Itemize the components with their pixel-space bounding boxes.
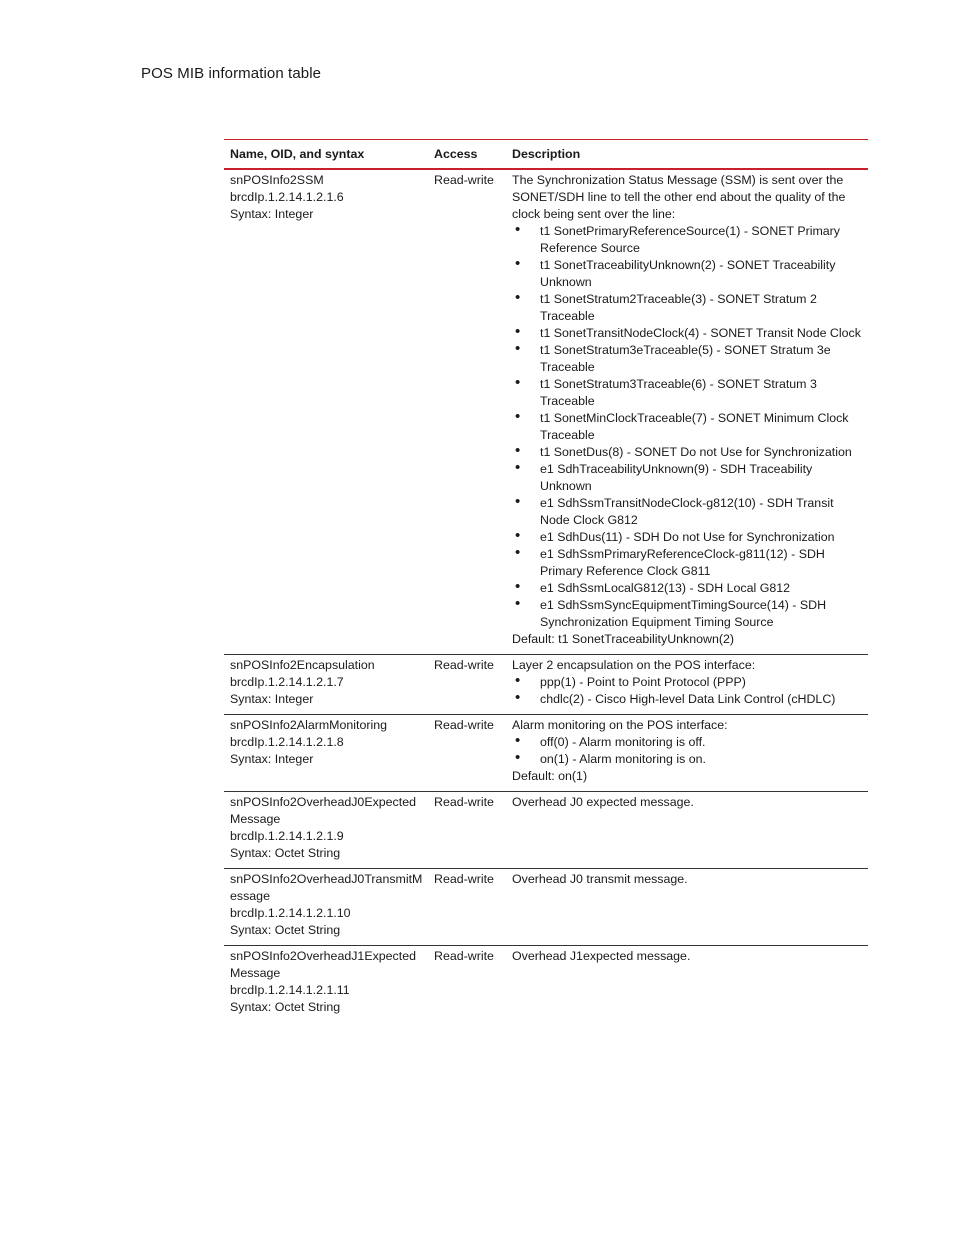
table-row [224, 655, 868, 715]
name-line: brcdIp.1.2.14.1.2.1.8 [230, 735, 344, 749]
list-item: • e1 SdhSsmTransitNodeClock-g812(10) - SDH Transit Node Clock G812 [512, 495, 862, 529]
option-list [512, 223, 862, 631]
table-row [224, 946, 868, 1023]
description-intro: The Synchronization Status Message (SSM) is sent over the SONET/SDH line to tell the other end about the quality of the clock being sent over the line: [512, 173, 846, 221]
list-item: • t1 SonetTransitNodeClock(4) - SONET Transit Node Clock [512, 325, 862, 342]
name-line: Message [230, 966, 281, 980]
cell-access: Read-write [428, 715, 506, 792]
name-line: brcdIp.1.2.14.1.2.1.6 [230, 190, 344, 204]
table-row [224, 169, 868, 655]
name-line: essage [230, 889, 270, 903]
cell-access: Read-write [428, 169, 506, 655]
description-default: Default: t1 SonetTraceabilityUnknown(2) [512, 632, 734, 646]
option-list [512, 734, 862, 768]
name-line: brcdIp.1.2.14.1.2.1.7 [230, 675, 344, 689]
table-row [224, 869, 868, 946]
name-line: brcdIp.1.2.14.1.2.1.11 [230, 983, 350, 997]
cell-description [506, 869, 868, 946]
cell-name-oid-syntax [224, 869, 428, 946]
cell-access: Read-write [428, 655, 506, 715]
list-item: • chdlc(2) - Cisco High-level Data Link Control (cHDLC) [512, 691, 862, 708]
page-header-title: POS MIB information table [141, 65, 322, 82]
table-row [224, 792, 868, 869]
description-intro: Alarm monitoring on the POS interface: [512, 718, 728, 732]
name-line: snPOSInfo2AlarmMonitoring [230, 718, 388, 732]
list-item: • t1 SonetStratum2Traceable(3) - SONET Stratum 2 Traceable [512, 291, 862, 325]
description-intro: Overhead J1expected message. [512, 949, 691, 963]
list-item: • t1 SonetDus(8) - SONET Do not Use for Synchronization [512, 444, 862, 461]
name-line: Syntax: Octet String [230, 923, 341, 937]
list-item: • t1 SonetPrimaryReferenceSource(1) - SONET Primary Reference Source [512, 223, 862, 257]
list-item: • t1 SonetTraceabilityUnknown(2) - SONET Traceability Unknown [512, 257, 862, 291]
cell-description [506, 169, 868, 655]
name-line: brcdIp.1.2.14.1.2.1.9 [230, 829, 344, 843]
cell-description [506, 946, 868, 1023]
list-item: • ppp(1) - Point to Point Protocol (PPP) [512, 674, 862, 691]
cell-name-oid-syntax [224, 655, 428, 715]
list-item: • off(0) - Alarm monitoring is off. [512, 734, 862, 751]
name-line: Syntax: Integer [230, 207, 314, 221]
name-line: snPOSInfo2OverheadJ0Expected [230, 795, 416, 809]
name-line: snPOSInfo2OverheadJ1Expected [230, 949, 416, 963]
name-line: Syntax: Integer [230, 752, 314, 766]
cell-name-oid-syntax [224, 715, 428, 792]
cell-access: Read-write [428, 792, 506, 869]
name-line: Syntax: Octet String [230, 1000, 341, 1014]
cell-name-oid-syntax [224, 169, 428, 655]
name-line: Syntax: Integer [230, 692, 314, 706]
column-header-name: Name, OID, and syntax [224, 140, 428, 170]
list-item: • e1 SdhDus(11) - SDH Do not Use for Synchronization [512, 529, 862, 546]
list-item: • e1 SdhSsmPrimaryReferenceClock-g811(12) - SDH Primary Reference Clock G811 [512, 546, 862, 580]
cell-access: Read-write [434, 949, 494, 963]
list-item: • e1 SdhSsmLocalG812(13) - SDH Local G812 [512, 580, 862, 597]
table-body [224, 169, 868, 1022]
name-line: Syntax: Octet String [230, 846, 341, 860]
name-line: snPOSInfo2SSM [230, 173, 324, 187]
list-item: • t1 SonetStratum3eTraceable(5) - SONET Stratum 3e Traceable [512, 342, 862, 376]
description-default: Default: on(1) [512, 769, 588, 783]
name-line: snPOSInfo2OverheadJ0TransmitM [230, 872, 423, 886]
description-intro: Layer 2 encapsulation on the POS interface: [512, 658, 756, 672]
name-line: brcdIp.1.2.14.1.2.1.10 [230, 906, 351, 920]
cell-description [506, 655, 868, 715]
list-item: • e1 SdhTraceabilityUnknown(9) - SDH Traceability Unknown [512, 461, 862, 495]
pos-mib-table [224, 139, 868, 1022]
option-list [512, 674, 862, 708]
description-intro: Overhead J0 transmit message. [512, 872, 688, 886]
cell-description [506, 792, 868, 869]
name-line: snPOSInfo2Encapsulation [230, 658, 375, 672]
list-item: • t1 SonetMinClockTraceable(7) - SONET Minimum Clock Traceable [512, 410, 862, 444]
cell-description [506, 715, 868, 792]
table-header-row [224, 140, 868, 170]
name-line: Message [230, 812, 281, 826]
column-header-access: Access [428, 140, 506, 170]
list-item: • on(1) - Alarm monitoring is on. [512, 751, 862, 768]
list-item: • t1 SonetStratum3Traceable(6) - SONET Stratum 3 Traceable [512, 376, 862, 410]
table-row [224, 715, 868, 792]
column-header-description: Description [506, 140, 868, 170]
list-item: • e1 SdhSsmSyncEquipmentTimingSource(14) - SDH Synchronization Equipment Timing Source [512, 597, 862, 631]
cell-name-oid-syntax [224, 946, 428, 1023]
cell-name-oid-syntax [224, 792, 428, 869]
description-intro: Overhead J0 expected message. [512, 795, 694, 809]
cell-access: Read-write [428, 869, 506, 946]
